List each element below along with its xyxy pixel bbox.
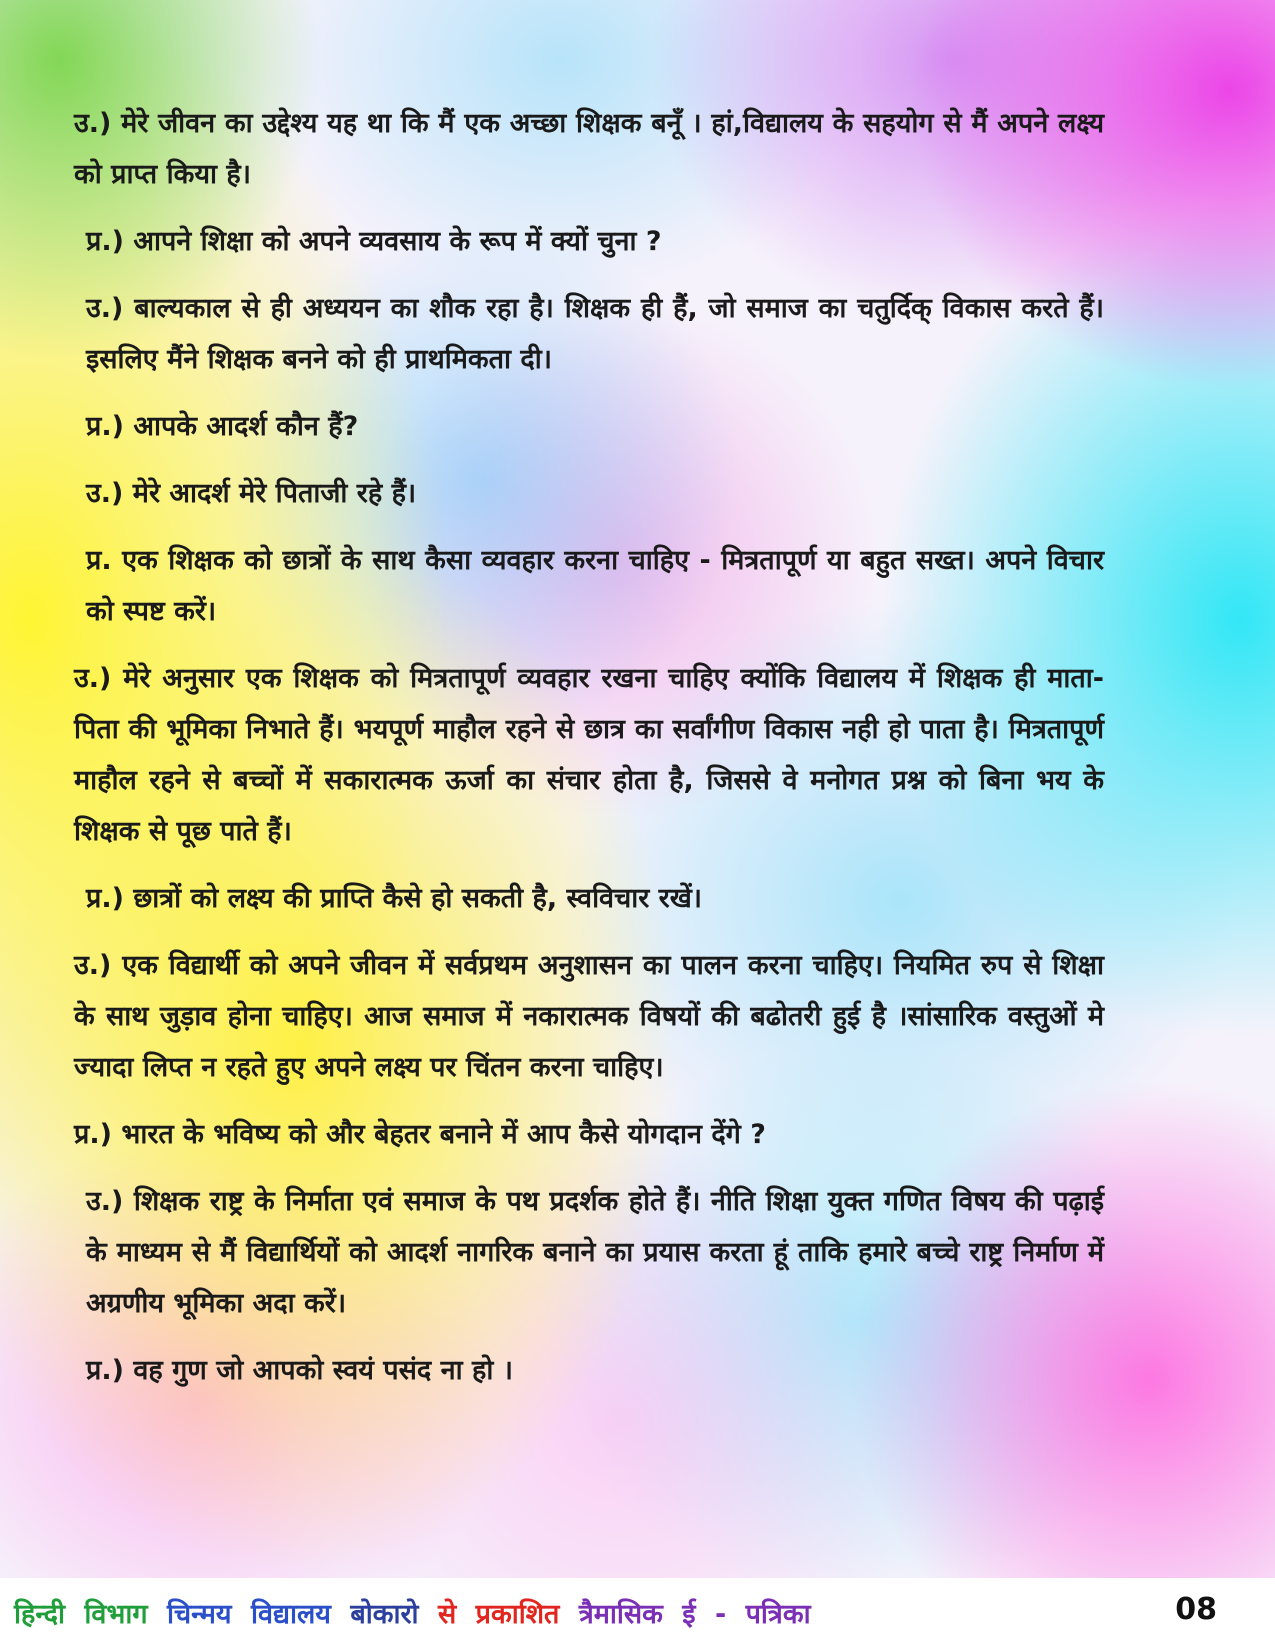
footer-word: चिन्मय	[167, 1599, 232, 1630]
interview-content	[74, 98, 1104, 1412]
answer-paragraph: उ.) बाल्यकाल से ही अध्ययन का शौक रहा है। शिक्षक ही हैं, जो समाज का चतुर्दिक् विकास करते हैं। इसलिए मैंने शिक्षक बनने को ही प्राथमिकता दी।	[86, 293, 1104, 375]
question-paragraph: प्र.) वह गुण जो आपको स्वयं पसंद ना हो ।	[86, 1355, 513, 1386]
footer-word: त्रैमासिक	[578, 1599, 663, 1630]
magazine-credit-line	[14, 1594, 821, 1631]
answer-paragraph: उ.) शिक्षक राष्ट्र के निर्माता एवं समाज के पथ प्रदर्शक होते हैं। नीति शिक्षा युक्त गणित विषय की पढ़ाई के माध्यम से मैं विद्यार्थियों को आदर्श नागरिक बनाने का प्रयास करता हूं ताकि हमारे बच्चे राष्ट्र निर्माण में अग्रणीय भूमिका अदा करें।	[86, 1186, 1104, 1319]
footer-word: विभाग	[84, 1599, 148, 1630]
question-paragraph: प्र.) आपने शिक्षा को अपने व्यवसाय के रूप में क्यों चुना ?	[86, 226, 662, 257]
footer-word: पत्रिका	[745, 1599, 811, 1630]
question-paragraph: प्र. एक शिक्षक को छात्रों के साथ कैसा व्यवहार करना चाहिए - मित्रतापूर्ण या बहुत सख्त। अपने विचार को स्पष्ट करें।	[86, 545, 1104, 627]
footer-word: हिन्दी	[14, 1599, 66, 1630]
footer-word: विद्यालय	[250, 1599, 331, 1630]
footer-word: -	[714, 1599, 727, 1630]
question-paragraph: प्र.) आपके आदर्श कौन हैं?	[86, 411, 359, 442]
answer-paragraph: उ.) एक विद्यार्थी को अपने जीवन में सर्वप्रथम अनुशासन का पालन करना चाहिए। नियमित रुप से शिक्षा के साथ जुड़ाव होना चाहिए। आज समाज में नकारात्मक विषयों की बढोतरी हुई है ।सांसारिक वस्तुओं मे ज्यादा लिप्त न रहते हुए अपने लक्ष्य पर चिंतन करना चाहिए।	[74, 950, 1104, 1083]
question-paragraph: प्र.) छात्रों को लक्ष्य की प्राप्ति कैसे हो सकती है, स्वविचार रखें।	[86, 883, 703, 914]
footer-word: से	[437, 1599, 457, 1630]
page-footer	[0, 1578, 1275, 1650]
footer-word: ई	[682, 1599, 696, 1630]
answer-paragraph: उ.) मेरे आदर्श मेरे पिताजी रहे हैं।	[86, 478, 417, 509]
answer-paragraph: उ.) मेरे अनुसार एक शिक्षक को मित्रतापूर्ण व्यवहार रखना चाहिए क्योंकि विद्यालय में शिक्षक ही माता-पिता की भूमिका निभाते हैं। भयपूर्ण माहौल रहने से छात्र का सर्वांगीण विकास नही हो पाता है। मित्रतापूर्ण माहौल रहने से बच्चों में सकारात्मक ऊर्जा का संचार होता है, जिससे वे मनोगत प्रश्न को बिना भय के शिक्षक से पूछ पाते हैं।	[74, 663, 1104, 847]
answer-paragraph: उ.) मेरे जीवन का उद्देश्य यह था कि मैं एक अच्छा शिक्षक बनूँ । हां,विद्यालय के सहयोग से मैं अपने लक्ष्य को प्राप्त किया है।	[74, 108, 1104, 190]
footer-word: बोकारो	[350, 1599, 419, 1630]
question-paragraph: प्र.) भारत के भविष्य को और बेहतर बनाने में आप कैसे योगदान देंगे ?	[74, 1119, 766, 1150]
footer-word: प्रकाशित	[475, 1599, 560, 1630]
page-number: 08	[1175, 1592, 1217, 1627]
